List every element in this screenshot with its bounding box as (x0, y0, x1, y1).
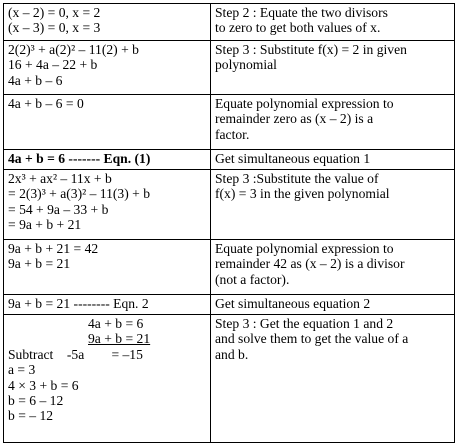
work-cell (4, 41, 211, 95)
work-line: 2(2)³ + a(2)² – 11(2) + b (8, 42, 139, 57)
work-line: = 9a + b + 21 (8, 217, 82, 233)
explanation-line: Get simultaneous equation 1 (215, 151, 371, 166)
work-line: a = 3 (8, 362, 36, 378)
table-row (4, 95, 455, 150)
table-row (4, 170, 455, 240)
work-line: 9a + b = 21 (8, 256, 71, 272)
work-line: 9a + b + 21 = 42 (8, 241, 99, 256)
explanation-cell (211, 150, 455, 170)
explanation-line: polynomial (215, 57, 277, 73)
explanation-line: f(x) = 3 in the given polynomial (215, 186, 390, 202)
explanation-cell (211, 95, 455, 150)
work-line: 4a + b – 6 = 0 (8, 96, 84, 111)
work-cell (4, 240, 211, 295)
work-line: 4 × 3 + b = 6 (8, 377, 79, 393)
explanation-line: to zero to get both values of x. (215, 20, 381, 36)
work-line: = 2(3)³ + a(3)² – 11(3) + b (8, 186, 151, 202)
explanation-line: Equate polynomial expression to (215, 241, 394, 256)
work-cell (4, 295, 211, 315)
explanation-cell (211, 4, 455, 41)
work-line: 16 + 4a – 22 + b (8, 57, 98, 73)
equation-2-label: 9a + b = 21 -------- Eqn. 2 (8, 296, 149, 311)
explanation-cell (211, 295, 455, 315)
work-cell (4, 95, 211, 150)
table-row (4, 41, 455, 95)
work-line: b = 6 – 12 (8, 393, 64, 409)
explanation-line: remainder zero as (x – 2) is a (215, 111, 374, 127)
work-cell (4, 150, 211, 170)
explanation-line: Step 2 : Equate the two divisors (215, 5, 388, 20)
explanation-line: and solve them to get the value of a (215, 331, 409, 347)
work-line: (x – 2) = 0, x = 2 (8, 5, 101, 20)
explanation-line: (not a factor). (215, 271, 290, 287)
work-line: 4a + b – 6 (8, 72, 63, 88)
table-row (4, 240, 455, 295)
table-row (4, 150, 455, 170)
explanation-line: Step 3 : Get the equation 1 and 2 (215, 316, 394, 331)
explanation-line: Get simultaneous equation 2 (215, 296, 371, 311)
explanation-cell (211, 170, 455, 240)
subtract-line: Subtract -5a = –15 (8, 346, 143, 362)
work-cell (4, 315, 211, 443)
work-line-underlined: 9a + b = 21 (88, 331, 151, 347)
explanation-line: and b. (215, 346, 249, 362)
work-line: (x – 3) = 0, x = 3 (8, 20, 101, 36)
table-row (4, 4, 455, 41)
explanation-line: Step 3 : Substitute f(x) = 2 in given (215, 42, 407, 57)
work-line: 2x³ + ax² – 11x + b (8, 171, 112, 186)
solution-table (3, 3, 455, 443)
work-cell (4, 170, 211, 240)
work-line: = 54 + 9a – 33 + b (8, 201, 109, 217)
work-line: b = – 12 (8, 408, 54, 424)
explanation-cell (211, 41, 455, 95)
explanation-cell (211, 315, 455, 443)
explanation-cell (211, 240, 455, 295)
table-row (4, 315, 455, 443)
explanation-line: Step 3 :Substitute the value of (215, 171, 379, 186)
work-line: 4a + b = 6 (88, 316, 144, 331)
equation-1-label: 4a + b = 6 ------- Eqn. (1) (8, 151, 151, 166)
table-row (4, 295, 455, 315)
explanation-line: remainder 42 as (x – 2) is a divisor (215, 256, 405, 272)
work-cell (4, 4, 211, 41)
explanation-line: factor. (215, 126, 250, 142)
explanation-line: Equate polynomial expression to (215, 96, 394, 111)
